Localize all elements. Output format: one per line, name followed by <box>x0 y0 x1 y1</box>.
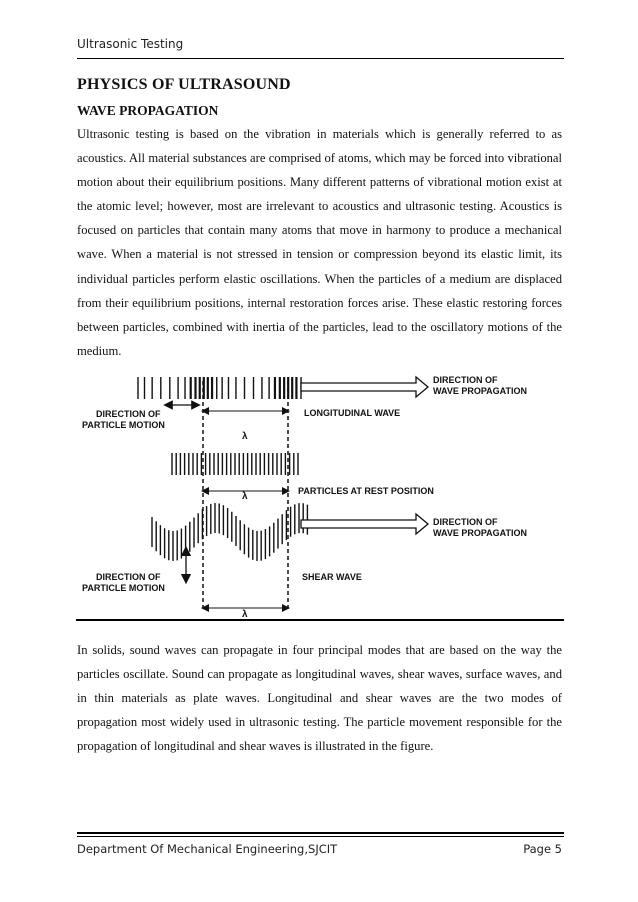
body-paragraph-1: Ultrasonic testing is based on the vibration in materials which is generally referred to as acoustics. All material substances are comprised of atoms, which may be forced into vibrational motion about their equilibrium positions. Many different patterns of vibrational motion exist at the atomic level; however, most are irrelevant to acoustics and ultrasonic testing. Acoustics is focused on particles that contain many atoms that move in harmony to produce a mechanical wave. When a material is not stressed in tension or compression beyond its elastic limit, its individual particles perform elastic oscillations. When the particles of a medium are displaced from their equilibrium positions, internal restoration forces arise. These elastic restoring forces between particles, combined with inertia of the particles, lead to the oscillatory motions of the medium. <box>77 127 562 358</box>
lambda-label-2: λ <box>242 491 248 502</box>
wave-propagation-figure <box>76 367 564 623</box>
lambda-label-3: λ <box>242 609 248 620</box>
dir-particle-top-line-1: DIRECTION OF <box>96 409 161 419</box>
footer-rule-thin <box>77 836 564 837</box>
lambda-label-1: λ <box>242 431 248 442</box>
propagation-arrow-bottom <box>301 514 428 534</box>
body-paragraph-2: In solids, sound waves can propagate in four principal modes that are based on the way the particles oscillate. Sound can propagate as longitudinal waves, shear waves, surface waves, and in thin materials as plate waves. Longitudinal and shear waves are the two modes of propagation most widely used in ultrasonic testing. The particle movement responsible for the propagation of longitudinal and shear waves is illustrated in the figure. <box>77 643 562 754</box>
shear-wave-particles <box>152 503 307 561</box>
dir-particle-top-line-2: PARTICLE MOTION <box>82 420 165 430</box>
dir-particle-bottom-line-2: PARTICLE MOTION <box>82 583 165 593</box>
rest-position-particles <box>172 453 298 475</box>
section-heading: WAVE PROPAGATION <box>77 103 219 118</box>
dir-particle-bottom-line-1: DIRECTION OF <box>96 572 161 582</box>
dir-propagation-bottom-line-1: DIRECTION OF <box>433 517 498 527</box>
longitudinal-wave-label: LONGITUDINAL WAVE <box>304 408 401 418</box>
figure-bottom-rule <box>76 619 564 621</box>
running-header: Ultrasonic Testing <box>77 37 184 51</box>
footer-department: Department Of Mechanical Engineering,SJCIT <box>77 842 338 856</box>
footer-page-number: Page 5 <box>523 842 562 856</box>
page-title: PHYSICS OF ULTRASOUND <box>77 76 291 93</box>
shear-wave-label: SHEAR WAVE <box>302 572 362 582</box>
dir-propagation-bottom-line-2: WAVE PROPAGATION <box>433 528 528 538</box>
propagation-arrow-top <box>301 377 428 397</box>
footer-rule <box>77 832 564 834</box>
dir-propagation-top-line-1: DIRECTION OF <box>433 375 498 385</box>
header-rule <box>77 58 564 59</box>
dir-propagation-top-line-2: WAVE PROPAGATION <box>433 386 528 396</box>
longitudinal-wave-particles <box>138 377 301 399</box>
rest-position-label: PARTICLES AT REST POSITION <box>298 486 434 496</box>
